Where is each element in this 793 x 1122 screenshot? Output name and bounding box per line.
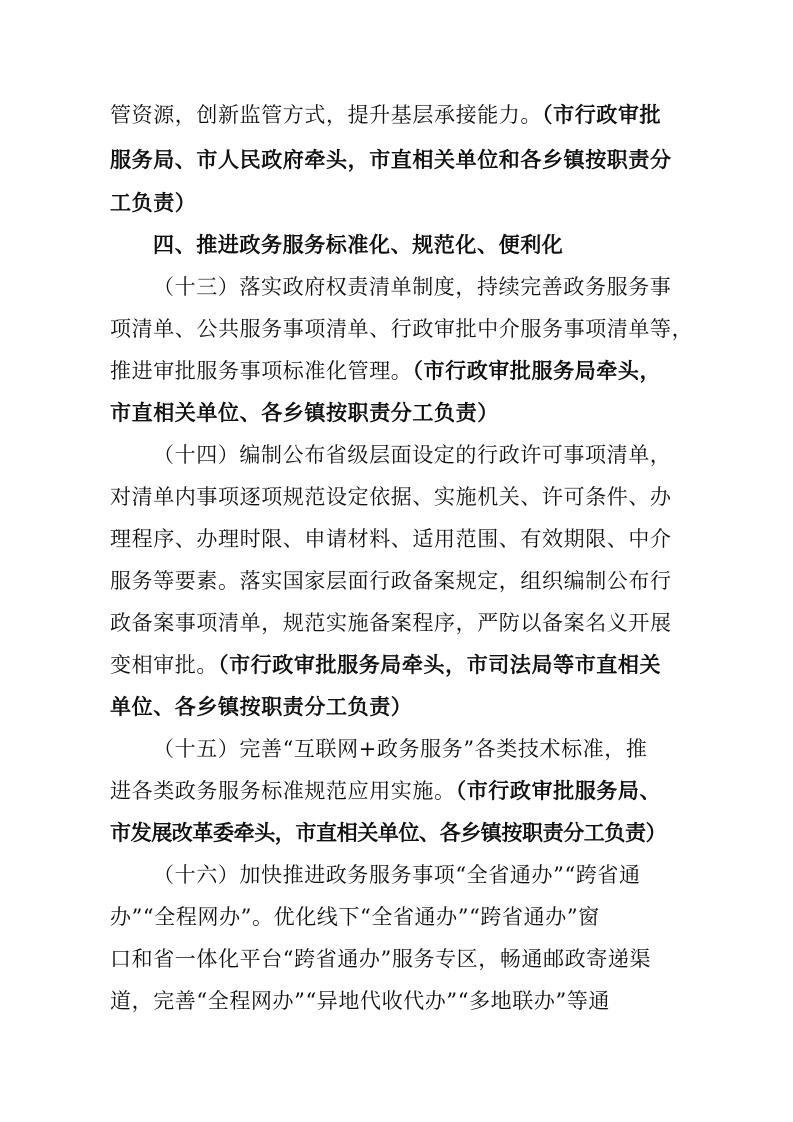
- text-line: [110, 356, 661, 386]
- text-run: （十六）加快推进政务服务事项“全省通办”“跨省通: [153, 863, 641, 887]
- text-run-bold: （市行政审批: [542, 103, 662, 127]
- text-line: [110, 986, 610, 1016]
- text-run: 政备案事项清单，规范实施备案程序，严防以备案名义开展: [110, 611, 672, 635]
- text-run: 对清单内事项逐项规范设定依据、实施机关、许可条件、办: [110, 485, 672, 509]
- text-run: 项清单、公共服务事项清单、行政审批中介服务事项清单等，: [110, 317, 694, 341]
- text-line: [110, 902, 600, 932]
- text-run: 办”“全程网办”。优化线下“全省通办”“跨省通办”窗: [110, 905, 600, 929]
- text-run: （十三）落实政府权责清单制度，持续完善政务服务事: [153, 275, 672, 299]
- section-heading: [153, 230, 563, 260]
- text-line: [110, 482, 672, 512]
- text-run: 理程序、办理时限、申请材料、适用范围、有效期限、中介: [110, 527, 672, 551]
- text-run: 推进审批服务事项标准化管理。: [110, 359, 413, 383]
- text-run: 口和省一体化平台“跨省通办”服务专区，畅通邮政寄递渠: [110, 947, 652, 971]
- text-line: [110, 100, 661, 130]
- text-line: [110, 776, 661, 806]
- text-line: [110, 524, 672, 554]
- text-line: [153, 272, 671, 302]
- text-run-bold: 市直相关单位、各乡镇按职责分工负责）: [110, 401, 499, 425]
- text-line: [110, 314, 693, 344]
- text-line: [153, 734, 647, 764]
- text-line: [110, 692, 412, 722]
- text-line: [110, 145, 672, 175]
- text-run: 道，完善“全程网办”“异地代收代办”“多地联办”等通: [110, 989, 611, 1013]
- text-line: [153, 860, 641, 890]
- text-run-bold: （市行政审批服务局牵头，市司法局等市直相关: [218, 653, 662, 677]
- text-run-bold: 工负责）: [110, 191, 197, 215]
- text-run-bold: 四、推进政务服务标准化、规范化、便利化: [153, 233, 564, 257]
- text-run-bold: 单位、各乡镇按职责分工负责）: [110, 695, 413, 719]
- text-run: （十五）完善“互联网+政务服务”各类技术标准，推: [153, 737, 648, 761]
- text-line: [110, 818, 666, 848]
- text-line: [153, 440, 671, 470]
- text-line: [110, 650, 661, 680]
- text-line: [110, 398, 499, 428]
- text-line: [110, 944, 651, 974]
- text-run: 服务等要素。落实国家层面行政备案规定，组织编制公布行: [110, 569, 672, 593]
- text-run: 变相审批。: [110, 653, 218, 677]
- text-run-bold: 市发展改革委牵头，市直相关单位、各乡镇按职责分工负责）: [110, 821, 667, 845]
- text-run: 管资源，创新监管方式，提升基层承接能力。: [110, 103, 542, 127]
- text-run-bold: 服务局、市人民政府牵头，市直相关单位和各乡镇按职责分: [110, 148, 672, 172]
- text-run-bold: （市行政审批服务局、: [455, 779, 662, 803]
- text-run: （十四）编制公布省级层面设定的行政许可事项清单，: [153, 443, 672, 467]
- text-run-bold: （市行政审批服务局牵头，: [412, 359, 662, 383]
- text-line: [110, 608, 672, 638]
- text-line: [110, 566, 672, 596]
- text-run: 进各类政务服务标准规范应用实施。: [110, 779, 456, 803]
- text-line: [110, 188, 196, 218]
